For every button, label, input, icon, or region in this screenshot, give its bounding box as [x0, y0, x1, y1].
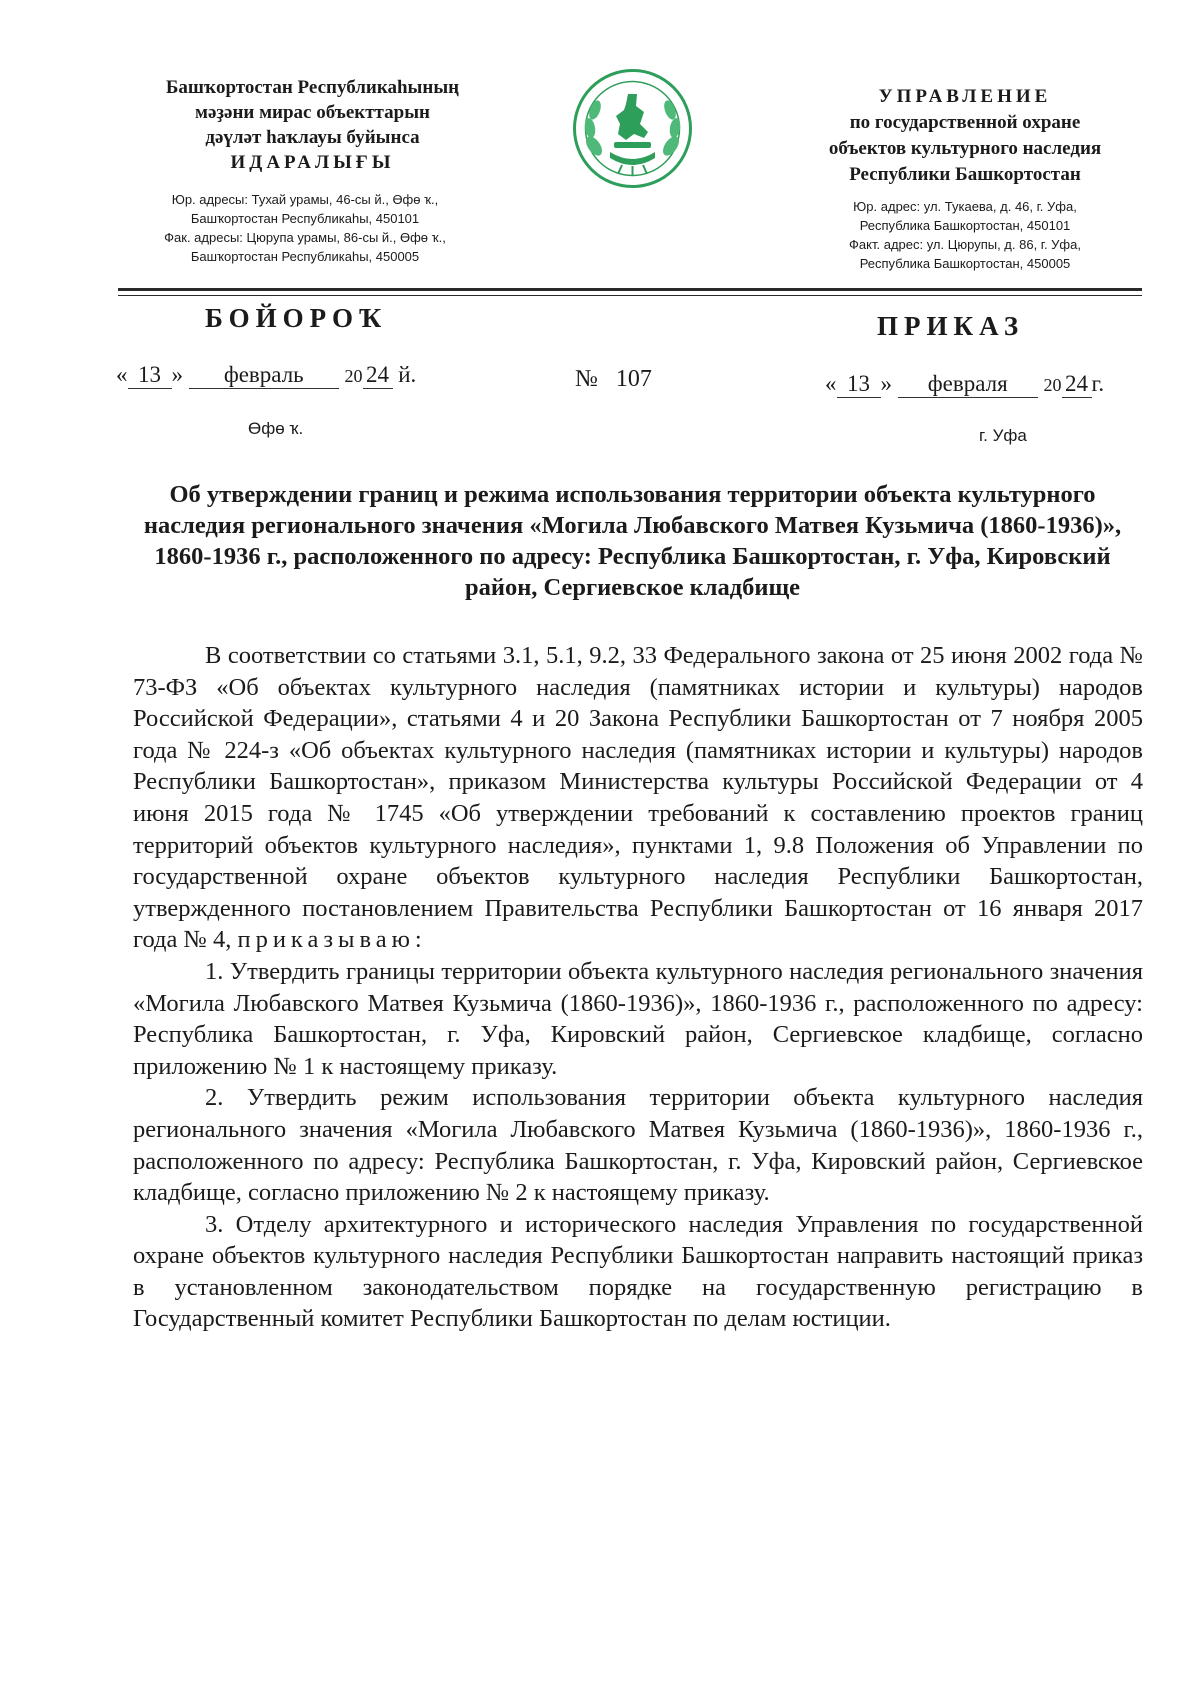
body-orders-word: приказываю: — [237, 926, 427, 954]
header-left-line-2: мәҙәни мирас объекттарын — [195, 102, 430, 123]
header-left-addr-4: Башҡортостан Республикаһы, 450005 — [190, 249, 420, 264]
header-right-addr-2: Республика Башкортостан, 450101 — [859, 218, 1071, 233]
date-right-year-prefix: 20 — [1043, 375, 1062, 395]
header-left-addr-3: Фак. адресы: Цюрупа урамы, 86-сы й., Өфө ҡ., — [164, 230, 446, 245]
date-left-day: 13 — [128, 362, 172, 389]
date-right-quote-close: » — [880, 371, 892, 396]
date-bashkir — [116, 362, 416, 389]
header-divider-thick — [118, 288, 1142, 291]
order-number-value: 107 — [615, 366, 652, 392]
city-bashkir: Өфө ҡ. — [248, 419, 304, 438]
header-right-address — [815, 197, 1115, 273]
header-right-addr-1: Юр. адрес: ул. Тукаева, д. 46, г. Уфа, — [853, 199, 1077, 214]
order-title: Об утверждении границ и режима использования территории объекта культурного наследия регионального значения «Могила Любавского Матвея Кузьмича (1860-1936)», 1860-1936 г., расположенного по адресу: Республика Башкортостан, г. Уфа, Кировский район, Сергиевское кладбище — [143, 481, 1122, 601]
header-left-org-name — [125, 75, 500, 175]
bashkortostan-emblem-icon — [570, 66, 695, 191]
document-type-russian: ПРИКАЗ — [877, 311, 1025, 341]
date-left-year-prefix: 20 — [344, 366, 363, 386]
city-russian: г. Уфа — [979, 426, 1027, 445]
body-item-3: 3. Отделу архитектурного и исторического наследия Управления по государственной охране объектов культурного наследия Республики Башкортостан направить настоящий приказ в установленном законодательством порядке на государственную регистрацию в Государственный комитет Республики Башкортостан по делам юстиции. — [133, 1210, 1143, 1333]
header-left-line-3: дәүләт һаҡлауы буйынса — [205, 127, 420, 148]
order-number-sign: № — [575, 366, 598, 392]
header-right-org-name — [790, 84, 1140, 188]
date-left-suffix: й. — [398, 362, 417, 387]
document-type-bashkir: БОЙОРОҠ — [205, 303, 388, 333]
header-left-line-1: Башҡортостан Республикаһының — [165, 77, 460, 98]
order-number — [575, 366, 652, 393]
header-left-addr-2: Башҡортостан Республикаһы, 450101 — [190, 211, 420, 226]
header-right-line-2: по государственной охране — [849, 112, 1081, 133]
header-right-addr-4: Республика Башкортостан, 450005 — [859, 256, 1071, 271]
date-right-month: февраля — [898, 371, 1038, 398]
header-left-address — [135, 190, 475, 266]
header-left-addr-1: Юр. адресы: Тухай урамы, 46-сы й., Өфө ҡ., — [171, 192, 439, 207]
date-left-quote-open: « — [116, 362, 128, 387]
body-intro-paragraph — [133, 640, 1143, 956]
header-right-addr-3: Факт. адрес: ул. Цюрупы, д. 86, г. Уфа, — [849, 237, 1081, 252]
header-divider-thin — [118, 295, 1142, 296]
date-right-year-suffix: 24 — [1062, 371, 1092, 398]
header-right-line-3: объектов культурного наследия — [828, 138, 1102, 159]
body-intro-text: В соответствии со статьями 3.1, 5.1, 9.2, 33 Федерального закона от 25 июня 2002 года № 73-ФЗ «Об объектах культурного наследия (памятниках истории и культуры) народов Российской Федерации», статьями 4 и 20 Закона Республики Башкортостан от 7 ноября 2005 года № 224-з «Об объектах культурного наследия (памятниках истории и культуры) народов Республики Башкортостан», приказом Министерства культуры Российской Федерации от 4 июня 2015 года № 1745 «Об утверждении требований к составлению проектов границ территорий объектов культурного наследия», пунктами 1, 9.8 Положения об Управлении по государственной охране объектов культурного наследия Республики Башкортостан, утвержденного постановлением Правительства Республики Башкортостан от 16 января 2017 года № 4, — [133, 642, 1143, 954]
date-russian — [825, 371, 1104, 398]
header-right-line-1: УПРАВЛЕНИЕ — [878, 86, 1052, 107]
header-left-line-4: ИДАРАЛЫҒЫ — [230, 152, 395, 173]
body-item-2: 2. Утвердить режим использования территории объекта культурного наследия регионального значения «Могила Любавского Матвея Кузьмича (1860-1936)», 1860-1936 г., расположенного по адресу: Республика Башкортостан, г. Уфа, Кировский район, Сергиевское кладбище, согласно приложению № 2 к настоящему приказу. — [133, 1084, 1143, 1207]
date-right-quote-open: « — [825, 371, 837, 396]
header-right-line-4: Республики Башкортостан — [849, 164, 1081, 185]
date-right-day: 13 — [837, 371, 881, 398]
date-left-quote-close: » — [171, 362, 183, 387]
order-body — [133, 640, 1143, 1335]
date-right-suffix: г. — [1091, 371, 1105, 396]
date-left-month: февраль — [189, 362, 339, 389]
body-item-1: 1. Утвердить границы территории объекта культурного наследия регионального значения «Могила Любавского Матвея Кузьмича (1860-1936)», 1860-1936 г., расположенного по адресу: Республика Башкортостан, г. Уфа, Кировский район, Сергиевское кладбище, согласно приложению № 1 к настоящему приказу. — [133, 957, 1143, 1080]
date-left-year-suffix: 24 — [363, 362, 393, 389]
